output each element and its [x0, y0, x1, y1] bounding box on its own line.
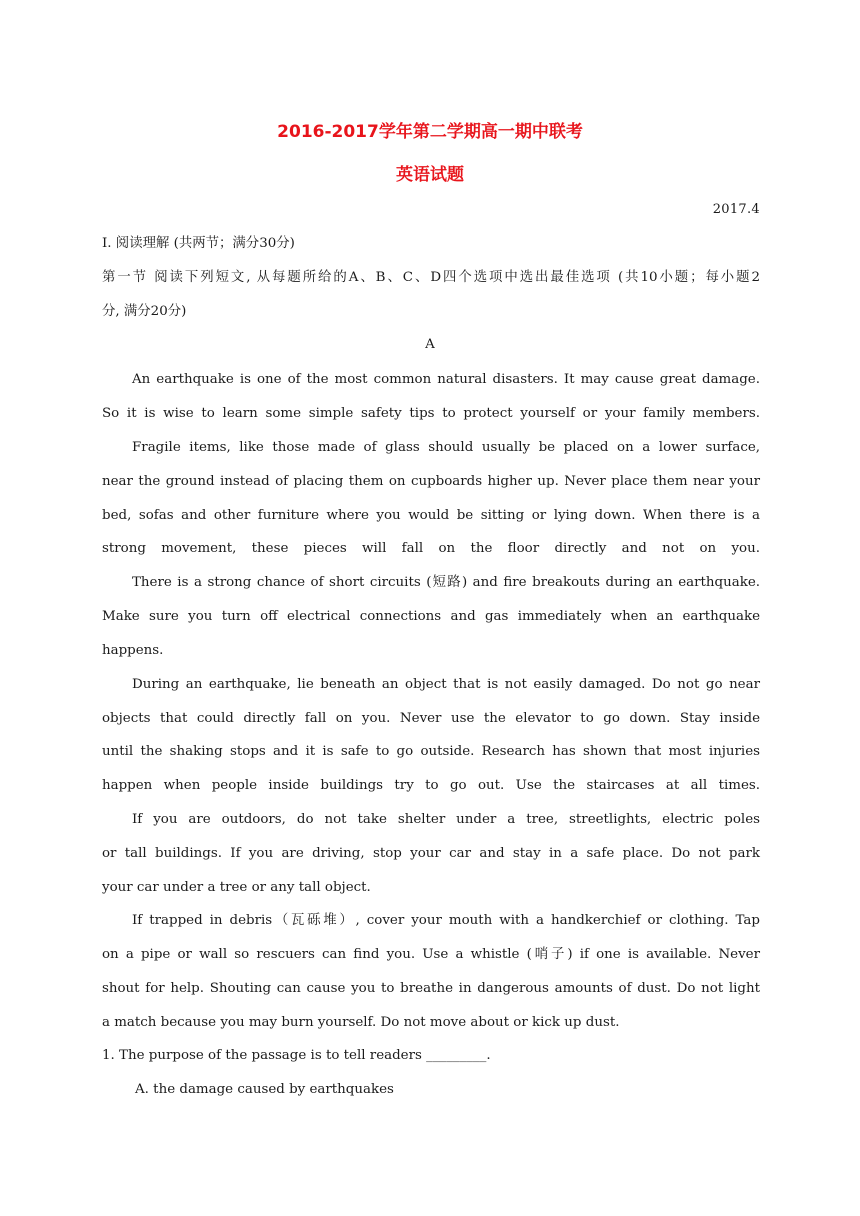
passage-line: If you are outdoors, do not take shelter under a tree, streetlights, electric poles [132, 812, 760, 827]
passage-line: During an earthquake, lie beneath an object that is not easily damaged. Do not go near [132, 677, 760, 692]
instructions-line-2: 分, 满分20分) [102, 304, 187, 319]
instructions-line-1: 第一节 阅读下列短文, 从每题所给的A、B、C、D四个选项中选出最佳选项 (共10小题；每小题2 [102, 270, 760, 285]
passage-line: on a pipe or wall so rescuers can find you. Use a whistle (哨子) if one is available. Never [102, 947, 760, 962]
passage-line: Fragile items, like those made of glass should usually be placed on a lower surface, [132, 440, 760, 455]
exam-subtitle: 英语试题 [396, 165, 464, 185]
passage-line: until the shaking stops and it is safe to go outside. Research has shown that most injuries [102, 744, 760, 759]
exam-title: 2016-2017学年第二学期高一期中联考 [277, 122, 583, 142]
passage-line: happen when people inside buildings try to go out. Use the staircases at all times. [102, 778, 760, 793]
passage-line: happens. [102, 643, 164, 658]
passage-line: bed, sofas and other furniture where you would be sitting or lying down. When there is a [102, 508, 760, 523]
passage-line: Make sure you turn off electrical connections and gas immediately when an earthquake [102, 609, 760, 624]
passage-line: objects that could directly fall on you. Never use the elevator to go down. Stay inside [102, 711, 760, 726]
passage-line: near the ground instead of placing them on cupboards higher up. Never place them near your [102, 474, 760, 489]
passage-line: An earthquake is one of the most common natural disasters. It may cause great damage. [132, 372, 760, 387]
passage-line: So it is wise to learn some simple safety tips to protect yourself or your family members. [102, 406, 760, 421]
part-title: I. 阅读理解 (共两节；满分30分) [102, 236, 295, 251]
passage-line: There is a strong chance of short circuits (短路) and fire breakouts during an earthquake. [132, 575, 760, 590]
option-a: A. the damage caused by earthquakes [135, 1082, 394, 1097]
exam-date: 2017.4 [712, 202, 760, 217]
passage-line: your car under a tree or any tall object. [102, 880, 371, 895]
passage-line: or tall buildings. If you are driving, stop your car and stay in a safe place. Do not park [102, 846, 760, 861]
question-stem: 1. The purpose of the passage is to tell readers _________. [102, 1048, 491, 1063]
passage-line: strong movement, these pieces will fall on the floor directly and not on you. [102, 541, 760, 556]
passage-label: A [425, 337, 435, 352]
passage-line: shout for help. Shouting can cause you to breathe in dangerous amounts of dust. Do not light [102, 981, 760, 996]
passage-line: If trapped in debris（瓦砾堆）, cover your mouth with a handkerchief or clothing. Tap [132, 913, 760, 928]
passage-line: a match because you may burn yourself. Do not move about or kick up dust. [102, 1015, 620, 1030]
